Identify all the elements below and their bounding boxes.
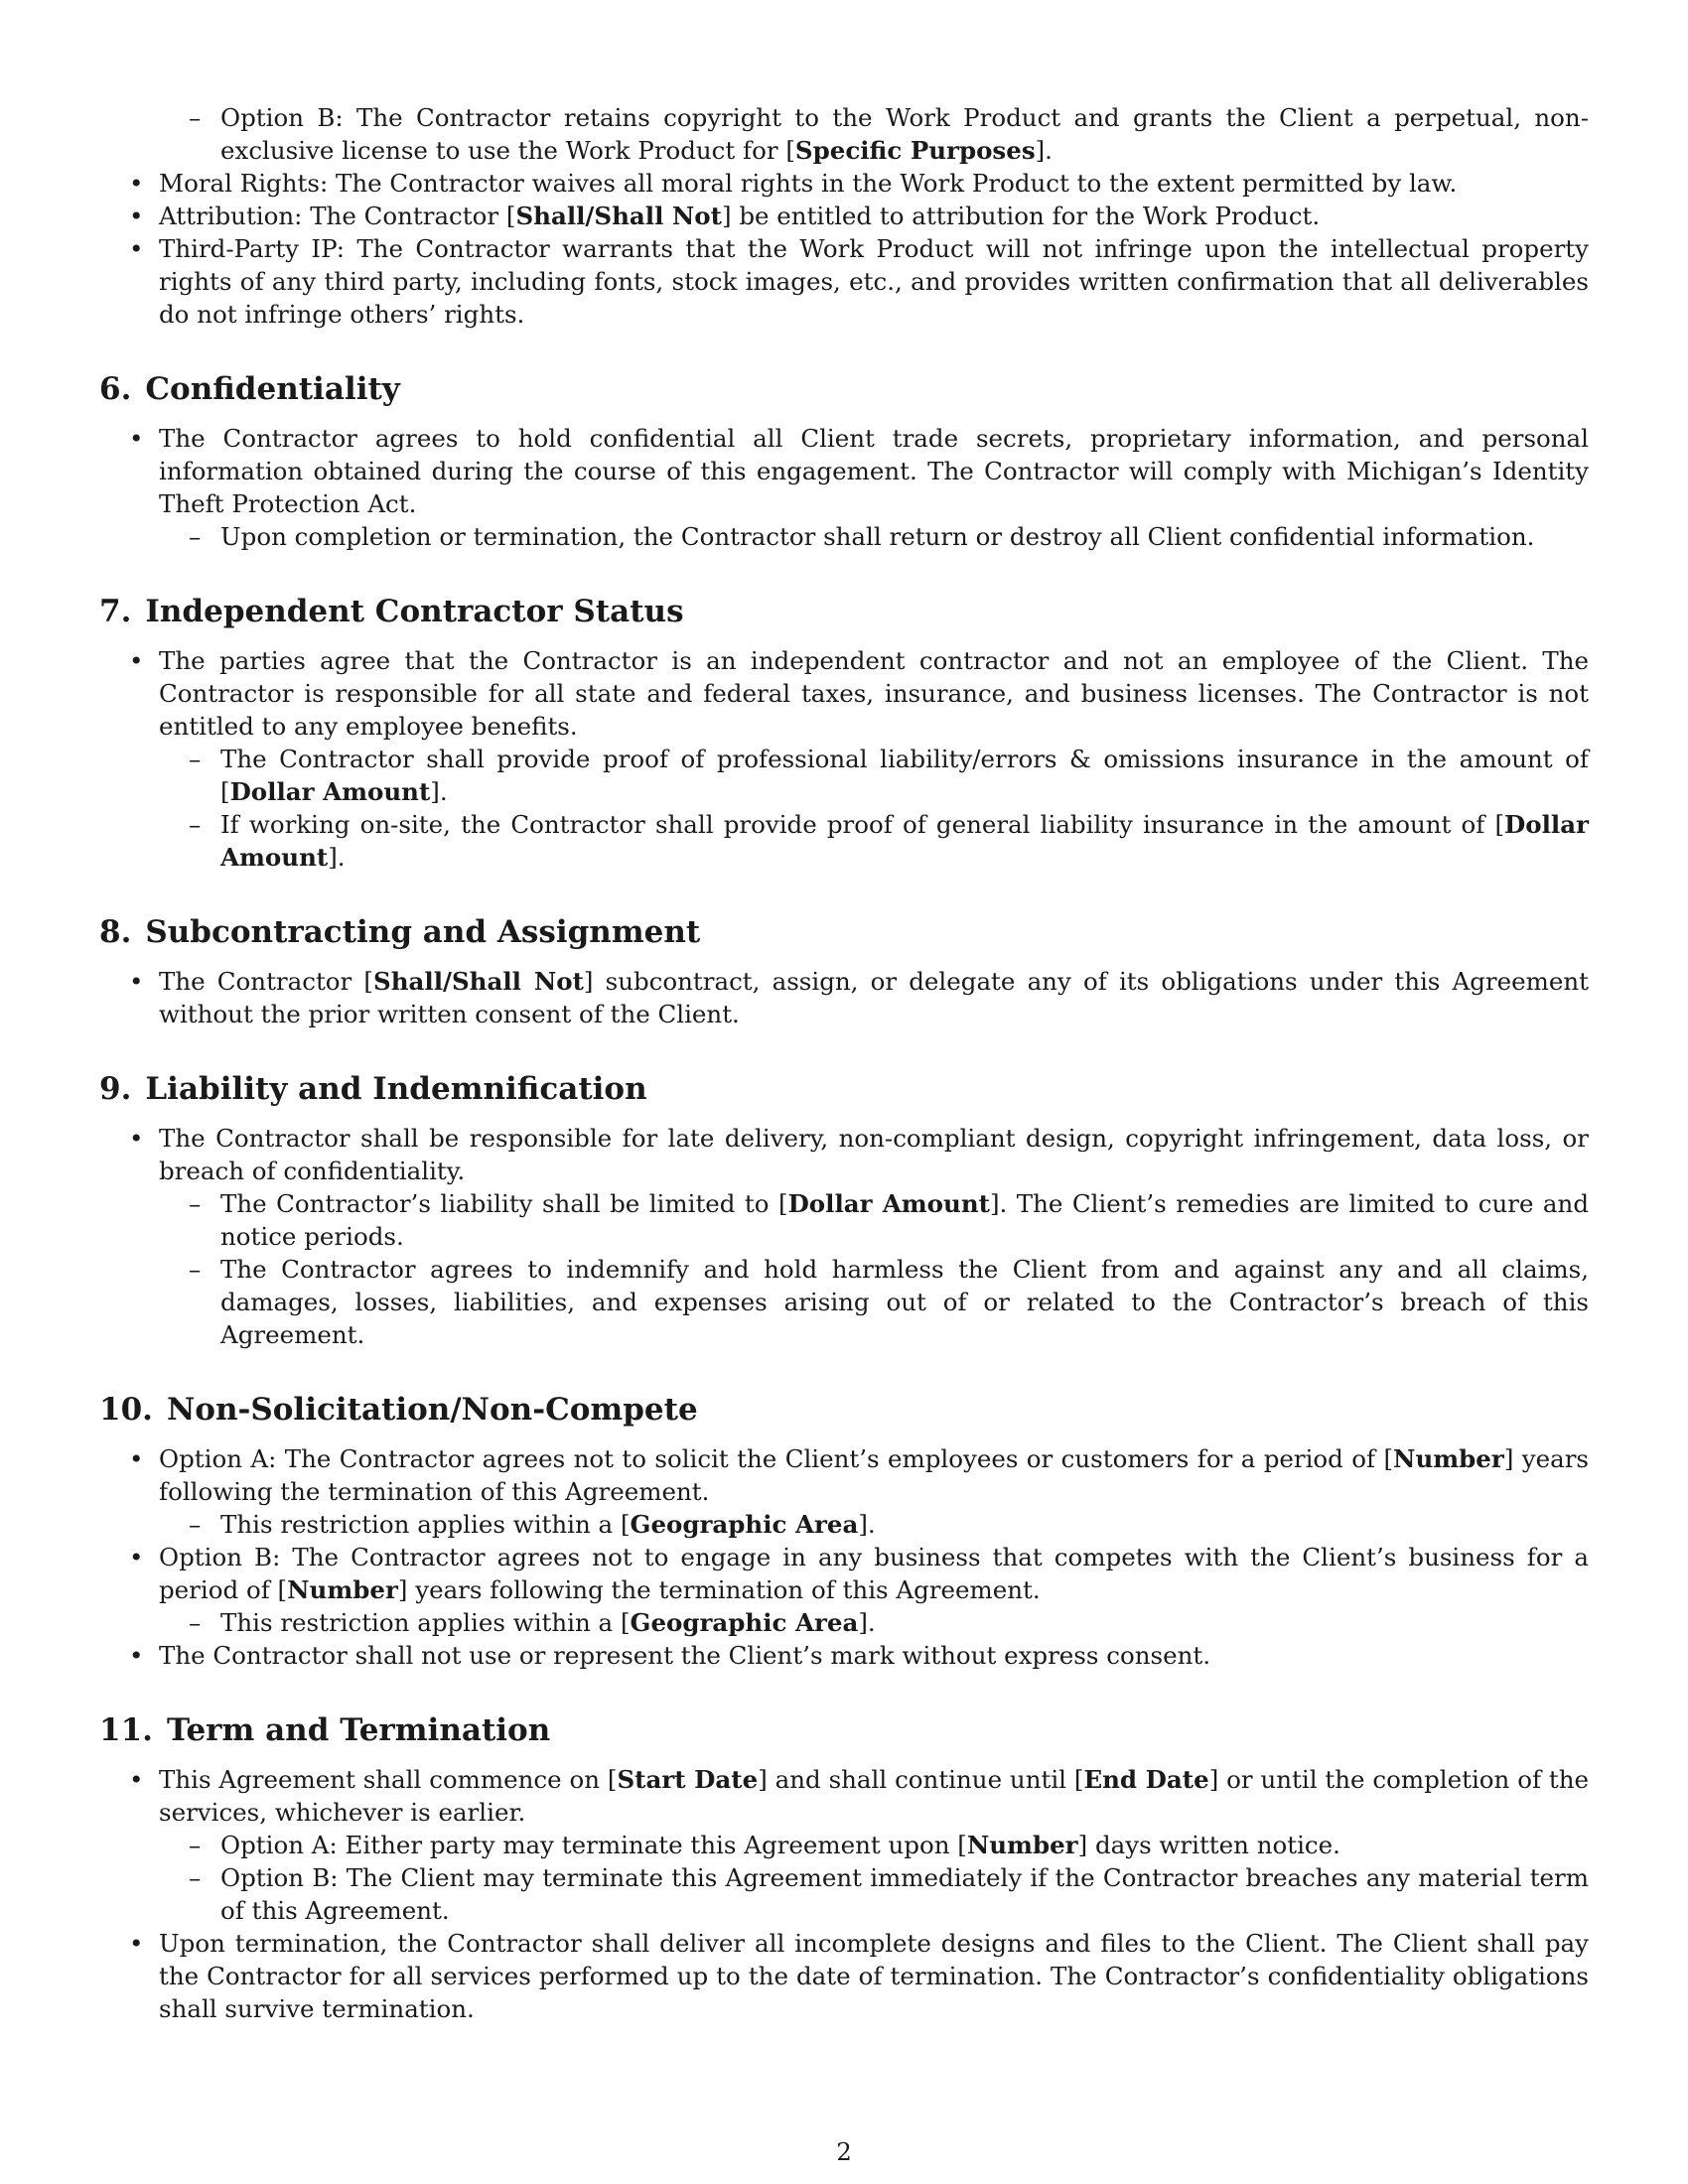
section-11-heading: 11. Term and Termination [99,1712,551,1748]
section-8-list [159,965,1589,1030]
page-number: 2 [836,2137,852,2166]
client-mark-item: • The Contractor shall not use or represent the Client’s mark without express consent. [159,1639,1589,1672]
section-7-heading: 7. Independent Contractor Status [99,594,684,629]
liability-item: • The Contractor shall be responsible for late delivery, non-compliant design, copyright infringement, data loss, or breach of confidentiality. [159,1122,1589,1187]
section-11-list [159,1763,1589,2025]
indemnification-item: – The Contractor agrees to indemnify and hold harmless the Client from and against any and all claims, damages, losses, liabilities, and expenses arising out of or related to the Contractor’s breach of this Agreement. [159,1253,1589,1351]
third-party-ip-item: • Third-Party IP: The Contractor warrants that the Work Product will not infringe upon the intellectual property rights of any third party, including fonts, stock images, etc., and provides written confirmation that all deliverables do not infringe others’ rights. [159,232,1589,331]
option-a-geo-item: – This restriction applies within a [Geographic Area]. [159,1508,1589,1541]
ip-option-b: – Option B: The Contractor retains copyright to the Work Product and grants the Client a perpetual, non-exclusive license to use the Work Product for [Specific Purposes]. [159,101,1589,167]
professional-insurance-item: – The Contractor shall provide proof of professional liability/errors & omissions insurance in the amount of [Dollar Amount]. [159,743,1589,808]
section-9-list [159,1122,1589,1351]
non-solicit-option-a: • Option A: The Contractor agrees not to solicit the Client’s employees or customers for a period of [Number] years following the termination of this Agreement. [159,1442,1589,1508]
section-6-list [159,422,1589,553]
term-item: • This Agreement shall commence on [Start Date] and shall continue until [End Date] or until the completion of the services, whichever is earlier. [159,1763,1589,1829]
ip-continuation-list [159,101,1589,331]
section-7-list [159,644,1589,874]
liability-limit-item: – The Contractor’s liability shall be limited to [Dollar Amount]. The Client’s remedies are limited to cure and notice periods. [159,1187,1589,1253]
section-8-heading: 8. Subcontracting and Assignment [99,914,701,950]
termination-option-a: – Option A: Either party may terminate this Agreement upon [Number] days written notice. [159,1829,1589,1861]
confidentiality-item: • The Contractor agrees to hold confidential all Client trade secrets, proprietary information, and personal information obtained during the course of this engagement. The Contractor will comply with Michigan’s Identity Theft Protection Act. [159,422,1589,520]
section-6-heading: 6. Confidentiality [99,371,400,407]
option-b-geo-item: – This restriction applies within a [Geographic Area]. [159,1606,1589,1639]
confidentiality-return-item: – Upon completion or termination, the Contractor shall return or destroy all Client confidential information. [159,520,1589,553]
section-10-list [159,1442,1589,1672]
termination-option-b: – Option B: The Client may terminate this Agreement immediately if the Contractor breaches any material term of this Agreement. [159,1861,1589,1927]
section-10-heading: 10. Non-Solicitation/Non-Compete [99,1392,698,1428]
general-insurance-item: – If working on-site, the Contractor shall provide proof of general liability insurance in the amount of [Dollar Amount]. [159,808,1589,874]
section-9-heading: 9. Liability and Indemnification [99,1071,647,1107]
moral-rights-item: • Moral Rights: The Contractor waives all moral rights in the Work Product to the extent permitted by law. [159,167,1589,200]
upon-termination-item: • Upon termination, the Contractor shall deliver all incomplete designs and files to the Client. The Client shall pay the Contractor for all services performed up to the date of termination. The Contractor’s confidentiality obligations shall survive termination. [159,1927,1589,2025]
attribution-item: • Attribution: The Contractor [Shall/Shall Not] be entitled to attribution for the Work Product. [159,200,1589,232]
non-compete-option-b: • Option B: The Contractor agrees not to engage in any business that competes with the Client’s business for a period of [Number] years following the termination of this Agreement. [159,1541,1589,1606]
document-page [99,101,1590,2025]
subcontracting-item: • The Contractor [Shall/Shall Not] subcontract, assign, or delegate any of its obligations under this Agreement without the prior written consent of the Client. [159,965,1589,1030]
contractor-status-item: • The parties agree that the Contractor is an independent contractor and not an employee of the Client. The Contractor is responsible for all state and federal taxes, insurance, and business licenses. The Contractor is not entitled to any employee benefits. [159,644,1589,743]
